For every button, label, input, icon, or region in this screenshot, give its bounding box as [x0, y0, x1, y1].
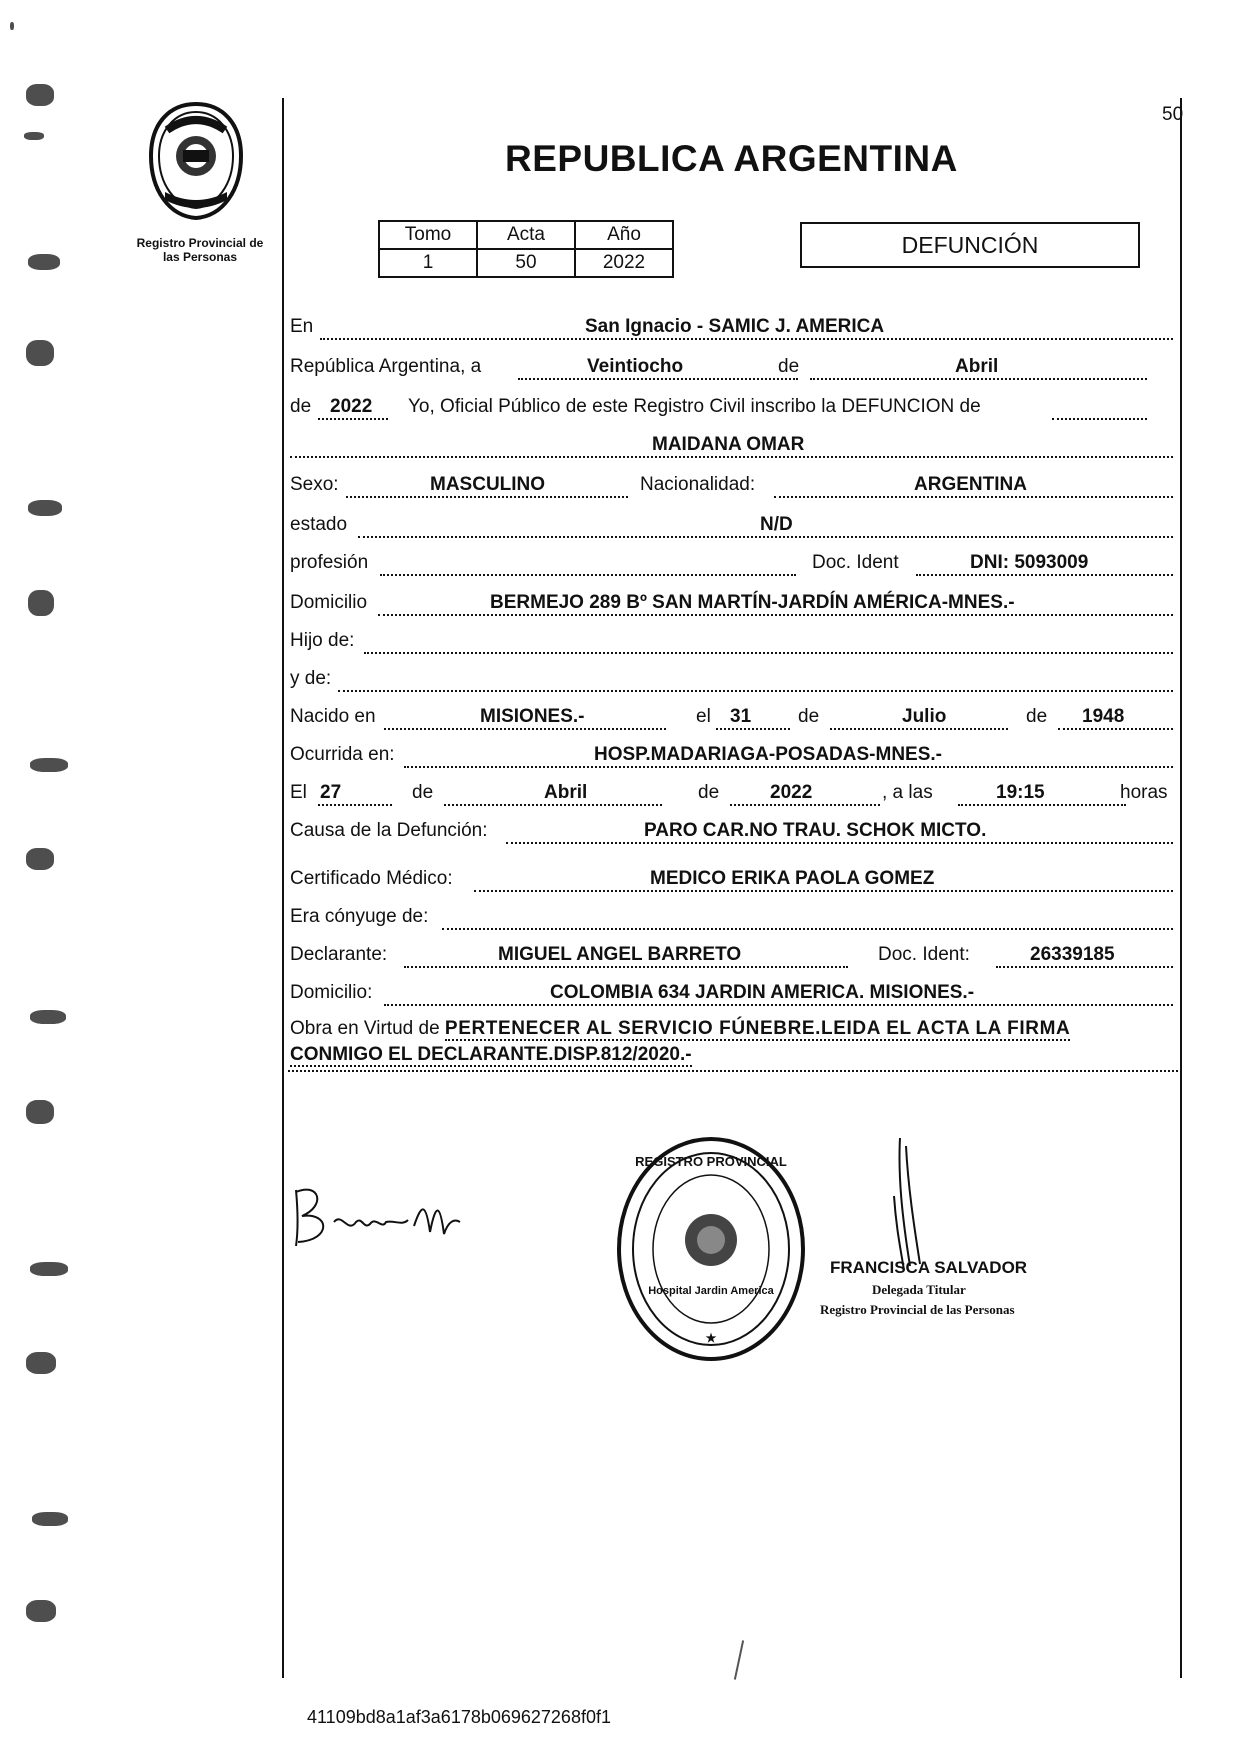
de-label-4: de [1026, 706, 1048, 727]
scan-mark [734, 1640, 744, 1680]
oficial-text: Yo, Oficial Público de este Registro Civil inscribo la DEFUNCION de [408, 396, 981, 417]
sexo-value: MASCULINO [430, 474, 546, 495]
row-certificado [290, 864, 1173, 894]
certificado-value: MEDICO ERIKA PAOLA GOMEZ [650, 868, 935, 889]
domicilio-label: Domicilio [290, 592, 368, 613]
right-margin-line [1180, 98, 1182, 1678]
row-sex [290, 470, 1173, 500]
page-number: 50 [1162, 104, 1184, 125]
scan-mark [26, 1352, 56, 1374]
document-title: REPUBLICA ARGENTINA [505, 138, 958, 179]
death-day-value: 27 [320, 782, 342, 803]
declarante-value: MIGUEL ANGEL BARRETO [498, 944, 742, 965]
domicilio-value: BERMEJO 289 Bº SAN MARTÍN-JARDÍN AMÉRICA-MNES.- [490, 592, 1015, 613]
doc-ident-value: DNI: 5093009 [970, 552, 1089, 573]
row-hijo [290, 626, 1173, 656]
death-year-value: 2022 [770, 782, 813, 803]
scan-mark [30, 1262, 68, 1276]
de-label-3: de [798, 706, 820, 727]
de-label-6: de [698, 782, 720, 803]
doc-ident-label: Doc. Ident [812, 552, 899, 573]
scan-mark [30, 758, 68, 772]
month-value: Abril [955, 356, 999, 377]
causa-label: Causa de la Defunción: [290, 820, 488, 841]
stamp-top-text: REGISTRO PROVINCIAL [635, 1154, 787, 1169]
row-date [290, 352, 1173, 382]
row-deceased [290, 430, 1173, 460]
scan-mark [28, 254, 60, 270]
death-time-value: 19:15 [996, 782, 1045, 803]
row-estado [290, 510, 1173, 540]
doc-ident2-value: 26339185 [1030, 944, 1115, 965]
scan-mark [32, 1512, 68, 1526]
row-death-date [290, 778, 1173, 808]
tomo-value: 1 [379, 249, 477, 277]
de-label-2: de [290, 396, 312, 417]
registry-line-2: las Personas [162, 250, 238, 264]
declarante-label: Declarante: [290, 944, 388, 965]
doc-ident2-label: Doc. Ident: [878, 944, 970, 965]
scan-mark [30, 1010, 66, 1024]
ocurrida-value: HOSP.MADARIAGA-POSADAS-MNES.- [594, 744, 943, 765]
estado-label: estado [290, 514, 348, 535]
row-obra-2 [290, 1044, 1172, 1066]
row-profesion [290, 548, 1173, 578]
stamp-inner-text: Hospital Jardin America [648, 1285, 774, 1297]
el-label: el [696, 706, 711, 727]
obra-label: Obra en Virtud de [290, 1018, 440, 1039]
de-label: de [778, 356, 800, 377]
registry-line-1: Registro Provincial de [136, 236, 264, 250]
registry-name [120, 236, 280, 264]
obra-line-2: CONMIGO EL DECLARANTE.DISP.812/2020.- [290, 1044, 692, 1065]
row-ocurrida [290, 740, 1173, 770]
death-month-value: Abril [544, 782, 588, 803]
conyuge-label: Era cónyuge de: [290, 906, 429, 927]
declarant-signature [290, 1182, 480, 1252]
official-role: Delegada Titular [872, 1282, 966, 1297]
certificado-label: Certificado Médico: [290, 868, 453, 889]
alas-label: , a las [882, 782, 933, 803]
scan-mark [28, 500, 62, 516]
domicilio2-label: Domicilio: [290, 982, 373, 1003]
scan-mark [10, 22, 14, 30]
birth-year-value: 1948 [1082, 706, 1125, 727]
tomo-header: Tomo [379, 221, 477, 249]
estado-value: N/D [760, 514, 793, 535]
row-conyuge [290, 902, 1173, 932]
domicilio2-value: COLOMBIA 634 JARDIN AMERICA. MISIONES.- [550, 982, 975, 1003]
ocurrida-label: Ocurrida en: [290, 744, 395, 765]
horas-label: horas [1120, 782, 1168, 803]
birth-day-value: 31 [730, 706, 752, 727]
acta-header: Acta [477, 221, 575, 249]
row-domicilio2 [290, 978, 1173, 1008]
scan-mark [26, 848, 54, 870]
official-org: Registro Provincial de las Personas [820, 1302, 1015, 1317]
el-cap-label: El [290, 782, 307, 803]
anio-header: Año [575, 221, 673, 249]
scan-mark [26, 1600, 56, 1622]
province-seal-logo [145, 100, 247, 222]
en-label: En [290, 316, 314, 337]
hijo-label: Hijo de: [290, 630, 355, 651]
birth-month-value: Julio [902, 706, 947, 727]
acta-value: 50 [477, 249, 575, 277]
row-declarante [290, 940, 1173, 970]
obra-line-1: PERTENECER AL SERVICIO FÚNEBRE.LEIDA EL ACTA LA FIRMA [444, 1018, 1071, 1039]
de-label-5: de [412, 782, 434, 803]
anio-value: 2022 [575, 249, 673, 277]
row-place [290, 312, 1173, 342]
document-hash: 41109bd8a1af3a6178b069627268f0f1 [307, 1707, 611, 1727]
place-value: San Ignacio - SAMIC J. AMERICA [585, 316, 885, 337]
left-margin-line [282, 98, 284, 1678]
scan-mark [26, 340, 54, 366]
row-yde [290, 664, 1173, 694]
causa-value: PARO CAR.NO TRAU. SCHOK MICTO. [644, 820, 987, 841]
stamp-bottom-text: ★ [705, 1331, 717, 1345]
row-domicilio [290, 588, 1173, 618]
record-table [378, 220, 674, 278]
profesion-label: profesión [290, 552, 369, 573]
year-value: 2022 [330, 396, 373, 417]
nacionalidad-value: ARGENTINA [914, 474, 1027, 495]
official-name: FRANCISCA SALVADOR [830, 1258, 1028, 1277]
scan-mark [26, 84, 54, 106]
official-signature [880, 1136, 940, 1276]
row-nacido [290, 702, 1173, 732]
official-stamp [612, 1132, 810, 1366]
scan-mark [26, 1100, 54, 1124]
nacido-label: Nacido en [290, 706, 376, 727]
republica-label: República Argentina, a [290, 356, 482, 377]
yde-label: y de: [290, 668, 332, 689]
row-obra [290, 1018, 1172, 1040]
section-divider [288, 1070, 1178, 1072]
row-causa [290, 816, 1173, 846]
day-words-value: Veintiocho [587, 356, 684, 377]
row-oficial [290, 392, 1173, 422]
deceased-name: MAIDANA OMAR [652, 434, 805, 455]
record-type-box: DEFUNCIÓN [800, 222, 1140, 268]
scan-mark [28, 590, 54, 616]
sexo-label: Sexo: [290, 474, 339, 495]
scan-mark [24, 132, 44, 140]
nacido-value: MISIONES.- [480, 706, 585, 727]
nacionalidad-label: Nacionalidad: [640, 474, 756, 495]
